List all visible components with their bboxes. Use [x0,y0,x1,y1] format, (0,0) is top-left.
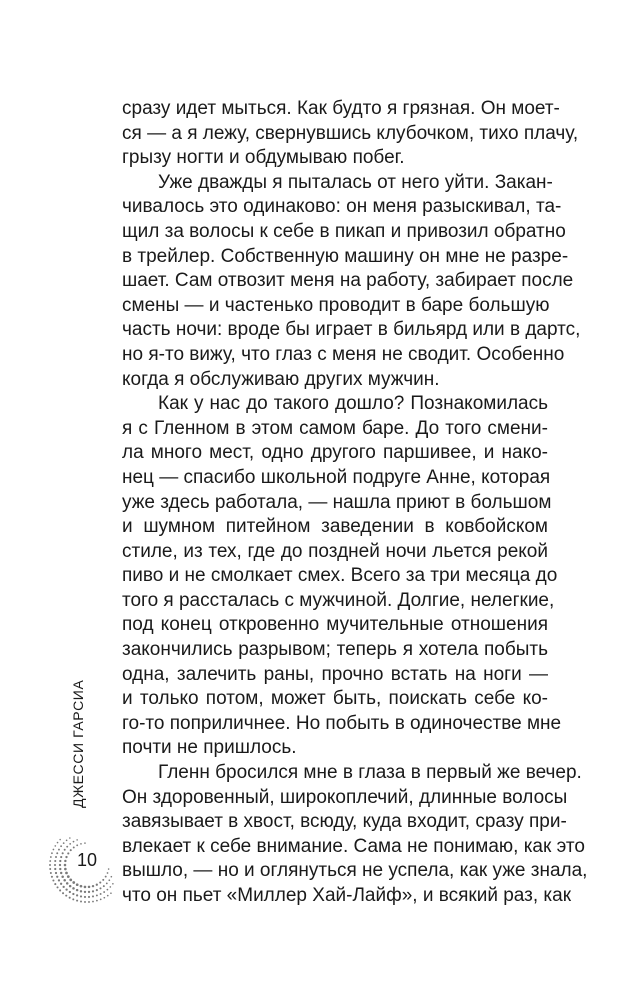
text-line: в трейлер. Собственную машину он мне не разре- [122,245,569,267]
text-line: под конец откровенно мучительные отношения [122,614,548,636]
ornament-dot [110,892,112,894]
ornament-dot [72,893,74,895]
text-line: го-то поприличнее. Но побыть в одиночестве мне [122,712,562,734]
ornament-dot [51,876,53,878]
ornament-dot [100,893,102,895]
ornament-dot [107,889,109,891]
ornament-dot [69,897,71,899]
page-number-ornament [44,822,130,908]
ornament-dot [80,895,82,897]
ornament-dot [76,883,79,886]
ornament-dot [67,875,70,878]
ornament-dot [66,840,68,842]
ornament-dot [99,881,101,883]
ornament-dot [92,890,94,892]
ornament-dot [63,886,65,888]
ornament-dot [57,842,59,844]
ornament-dot [69,837,71,839]
ornament-dot [66,846,68,848]
ornament-dot [76,844,78,846]
text-line: когда я обслуживаю других мужчин. [122,368,440,390]
ornament-dot [109,886,111,888]
ornament-dot [76,900,78,902]
ornament-dot [92,885,94,887]
ornament-dot [66,882,69,885]
ornament-dot [92,901,94,903]
ornament-dot [96,900,98,902]
ornament-dot [84,891,86,893]
ornament-dot [88,886,91,889]
ornament-dot [56,876,58,878]
text-line: Как у нас до такого дошло? Познакомилась [158,393,548,415]
text-line: вышло, — но и оглянуться не успела, как уже знала, [122,860,588,882]
text-line: одна, залечить раны, прочно встать на ноги — [122,663,548,685]
ornament-dot [102,879,104,881]
text-line: но я-то вижу, что глаз с меня не сводит. Особенно [122,343,565,365]
text-line: грызу ногти и обдумываю побег. [122,147,405,169]
text-line: щил за волосы к себе в пикап и привозил обратно [122,220,566,242]
ornament-dot [76,889,78,891]
paragraph-4 [122,761,588,909]
ornament-dot [57,886,59,888]
ornament-dot [80,843,82,845]
ornament-dot [73,841,75,843]
ornament-dot [99,887,101,889]
ornament-dot [50,872,52,874]
text-line: Он здоровенный, широкоплечий, длинные волосы [122,786,568,808]
paragraph-2 [122,171,581,392]
paragraph-3 [122,392,562,761]
ornament-dot [103,897,105,899]
text-line: стиле, из тех, где до поздней ночи льется рекой [122,540,548,562]
ornament-dot [103,885,105,887]
ornament-dot [105,876,107,878]
page-number: 10 [76,850,98,870]
ornament-dot [103,891,105,893]
ornament-dot [69,885,72,888]
text-line: ла много мест, одно другого паршивее, и нако- [122,442,548,464]
ornament-dot [60,883,62,885]
ornament-dot [92,895,94,897]
ornament-dot [59,889,61,891]
ornament-dot [107,872,109,874]
ornament-dot [84,896,86,898]
ornament-dot [65,895,67,897]
paragraph-1 [122,97,579,171]
text-line: что он пьет «Миллер Хай-Лайф», и всякий раз, как [122,885,572,906]
ornament-dot [76,839,78,841]
ornament-dot [106,882,108,884]
text-line: и шумном питейном заведении в ковбойском [122,516,548,538]
text-line: того я рассталась с мужчиной. Долгие, нелегкие, [122,589,555,611]
ornament-dot [80,901,82,903]
ornament-dot [73,846,75,848]
ornament-dot [96,884,98,886]
ornament-dot [96,889,98,891]
text-line: я с Гленном в этом самом баре. До того смени- [122,417,548,439]
text-line: шает. Сам отвозит меня на работу, забирает после [122,270,574,292]
text-line: завязывает в хвост, всюду, куда входит, сразу при- [122,811,567,833]
text-line: влекает к себе внимание. Сама не понимаю, как это [122,835,585,857]
body-text [122,97,588,909]
text-line: закончились разрывом; теперь я хотела побыть [122,639,548,661]
ornament-dot [84,886,87,889]
text-line: почти не пришлось. [122,737,297,759]
text-line: смены — и частенько проводит в баре большую [122,294,550,316]
text-line: ся — а я лежу, свернувшись клубочком, тихо плачу, [122,122,579,144]
ornament-dot [65,889,67,891]
ornament-dot [62,892,64,894]
ornament-dot [80,890,82,892]
ornament-dot [72,881,75,884]
ornament-dot [84,842,86,844]
ornament-dot [108,879,110,881]
ornament-dot [63,879,66,882]
ornament-dot [61,875,64,878]
ornament-dot [55,872,57,874]
text-line: Гленн бросился мне в глаза в первый же вечер. [158,762,582,784]
ornament-dot [72,887,75,890]
ornament-dot [69,891,71,893]
text-line: и только потом, может быть, поискать себе ко- [122,688,548,710]
ornament-dot [84,901,86,903]
text-line: пиво и не смолкает смех. Всего за три месяца до [122,565,558,587]
text-line: часть ночи: вроде бы играет в бильярд или в дартс, [122,319,581,341]
ornament-dot [69,878,72,881]
ornament-dot [63,842,65,844]
text-line: нец — спасибо школьной подруге Анне, которая [122,466,551,488]
ornament-dot [111,876,113,878]
ornament-dot [88,891,90,893]
ornament-dot [60,845,62,847]
text-line: чивалось это одинаково: он меня разыскивал, та- [122,196,562,218]
ornament-dot [112,883,114,885]
ornament-dot [88,901,90,903]
ornament-dot [60,872,62,874]
running-head-author: ДЖЕССИ ГАРСИА [70,679,86,808]
ornament-dot [65,872,68,875]
ornament-dot [96,894,98,896]
ornament-dot [52,880,54,882]
ornament-dot [76,894,78,896]
ornament-dot [107,895,109,897]
text-line: Уже дважды я пыталась от него уйти. Закан- [158,171,553,193]
text-line: уже здесь работала, — нашла приют в большом [122,491,552,513]
ornament-dot [69,843,71,845]
ornament-dot [88,896,90,898]
ornament-dot [54,845,56,847]
ornament-dot [54,883,56,885]
text-line: сразу идет мыться. Как будто я грязная. Он моет- [122,98,560,119]
ornament-dot [80,885,83,888]
ornament-dot [72,898,74,900]
ornament-dot [58,879,60,881]
ornament-dot [59,839,61,841]
ornament-dot [100,899,102,901]
